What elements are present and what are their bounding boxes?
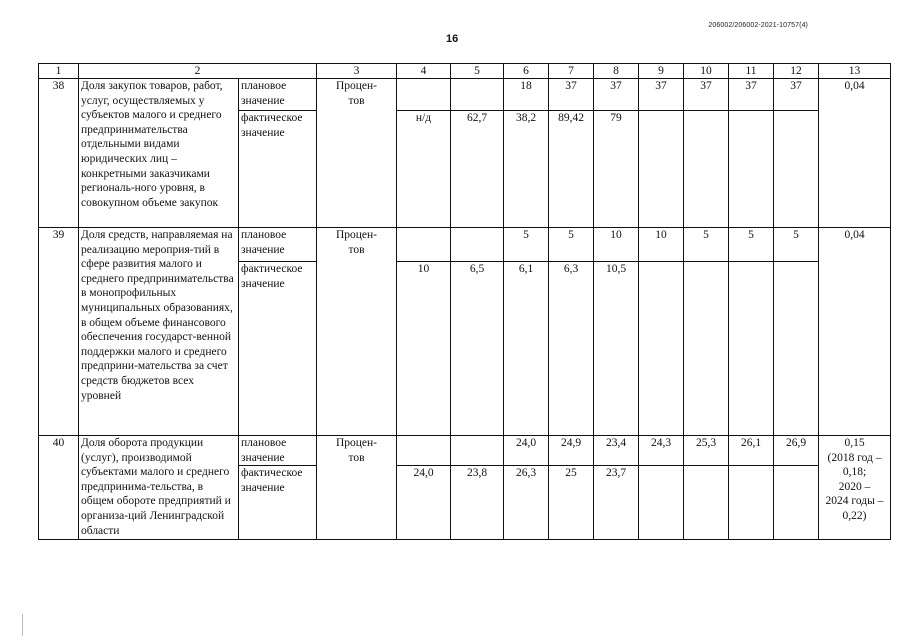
- header-cell-6: 6: [504, 64, 549, 79]
- indicator-number: 38: [39, 79, 79, 228]
- plan-value-10: 37: [684, 79, 729, 111]
- fact-value-7: 25: [549, 466, 594, 540]
- plan-value-5: [451, 228, 504, 262]
- fact-value-11: [729, 262, 774, 436]
- plan-value-5: [451, 79, 504, 111]
- plan-value-9: 37: [639, 79, 684, 111]
- fact-label: фактическое значение: [239, 111, 317, 228]
- fact-value-4: 10: [397, 262, 451, 436]
- fact-label: фактическое значение: [239, 466, 317, 540]
- indicator-plan-row: [39, 79, 891, 111]
- header-cell-12: 12: [774, 64, 819, 79]
- fact-value-6: 26,3: [504, 466, 549, 540]
- header-cell-5: 5: [451, 64, 504, 79]
- plan-value-7: 5: [549, 228, 594, 262]
- plan-value-11: 26,1: [729, 436, 774, 466]
- fact-value-8: 23,7: [594, 466, 639, 540]
- fact-value-9: [639, 466, 684, 540]
- plan-value-10: 5: [684, 228, 729, 262]
- plan-value-12: 5: [774, 228, 819, 262]
- indicator-number: 40: [39, 436, 79, 540]
- unit-cell: Процен- тов: [317, 436, 397, 540]
- fact-label: фактическое значение: [239, 262, 317, 436]
- fact-value-12: [774, 466, 819, 540]
- plan-value-9: 10: [639, 228, 684, 262]
- indicator-plan-row: [39, 228, 891, 262]
- plan-label: плановое значение: [239, 436, 317, 466]
- plan-value-6: 5: [504, 228, 549, 262]
- plan-label: плановое значение: [239, 79, 317, 111]
- fact-value-5: 6,5: [451, 262, 504, 436]
- plan-value-4: [397, 228, 451, 262]
- plan-value-6: 18: [504, 79, 549, 111]
- plan-value-12: 37: [774, 79, 819, 111]
- header-cell-10: 10: [684, 64, 729, 79]
- indicator-name: Доля оборота продукции (услуг), производимой субъектами малого и среднего предпринима-тельства, в общем обороте предприятий и организа-ций Ленинградской области: [79, 436, 239, 540]
- plan-value-8: 23,4: [594, 436, 639, 466]
- plan-value-5: [451, 436, 504, 466]
- fact-value-12: [774, 111, 819, 228]
- header-row: [39, 64, 891, 79]
- fact-value-6: 38,2: [504, 111, 549, 228]
- header-cell-7: 7: [549, 64, 594, 79]
- plan-label: плановое значение: [239, 228, 317, 262]
- plan-value-4: [397, 436, 451, 466]
- fact-value-8: 10,5: [594, 262, 639, 436]
- fact-value-4: н/д: [397, 111, 451, 228]
- fact-value-12: [774, 262, 819, 436]
- fact-value-10: [684, 262, 729, 436]
- plan-value-7: 24,9: [549, 436, 594, 466]
- plan-value-4: [397, 79, 451, 111]
- fact-value-7: 6,3: [549, 262, 594, 436]
- fact-value-11: [729, 111, 774, 228]
- fact-value-9: [639, 111, 684, 228]
- indicator-number: 39: [39, 228, 79, 436]
- fact-value-9: [639, 262, 684, 436]
- plan-value-12: 26,9: [774, 436, 819, 466]
- weight-cell: 0,15 (2018 год – 0,18; 2020 – 2024 годы – 0,22): [819, 436, 891, 540]
- plan-value-11: 37: [729, 79, 774, 111]
- header-cell-13: 13: [819, 64, 891, 79]
- plan-value-10: 25,3: [684, 436, 729, 466]
- indicators-table: [38, 63, 891, 540]
- weight-cell: 0,04: [819, 79, 891, 228]
- header-cell-2: 2: [79, 64, 317, 79]
- fact-value-4: 24,0: [397, 466, 451, 540]
- fact-value-10: [684, 111, 729, 228]
- unit-cell: Процен- тов: [317, 228, 397, 436]
- fact-value-7: 89,42: [549, 111, 594, 228]
- plan-value-8: 37: [594, 79, 639, 111]
- header-cell-9: 9: [639, 64, 684, 79]
- indicator-plan-row: [39, 436, 891, 466]
- fact-value-8: 79: [594, 111, 639, 228]
- fact-value-5: 23,8: [451, 466, 504, 540]
- unit-cell: Процен- тов: [317, 79, 397, 228]
- page-number: 16: [446, 33, 459, 45]
- plan-value-9: 24,3: [639, 436, 684, 466]
- header-cell-8: 8: [594, 64, 639, 79]
- plan-value-8: 10: [594, 228, 639, 262]
- indicator-name: Доля средств, направляемая на реализацию мероприя-тий в сфере развития малого и среднего предпринимательства в монопрофильных муниципальных образованиях, в общем объеме финансового обеспечения государст-венной поддержки малого и среднего предприни-мательства за счет средств бюджетов всех уровней: [79, 228, 239, 436]
- header-cell-1: 1: [39, 64, 79, 79]
- fact-value-6: 6,1: [504, 262, 549, 436]
- header-cell-11: 11: [729, 64, 774, 79]
- fact-value-11: [729, 466, 774, 540]
- fact-value-5: 62,7: [451, 111, 504, 228]
- fact-value-10: [684, 466, 729, 540]
- plan-value-7: 37: [549, 79, 594, 111]
- plan-value-11: 5: [729, 228, 774, 262]
- weight-cell: 0,04: [819, 228, 891, 436]
- plan-value-6: 24,0: [504, 436, 549, 466]
- document-id: 206002/206002-2021-10757(4): [708, 22, 808, 29]
- header-cell-4: 4: [397, 64, 451, 79]
- indicator-name: Доля закупок товаров, работ, услуг, осуществляемых у субъектов малого и среднего предпринимательства отдельными видами юридических лиц – конкретными заказчиками региональ-ного уровня, в совокупном объеме закупок: [79, 79, 239, 228]
- scan-artifact: [22, 614, 23, 636]
- header-cell-3: 3: [317, 64, 397, 79]
